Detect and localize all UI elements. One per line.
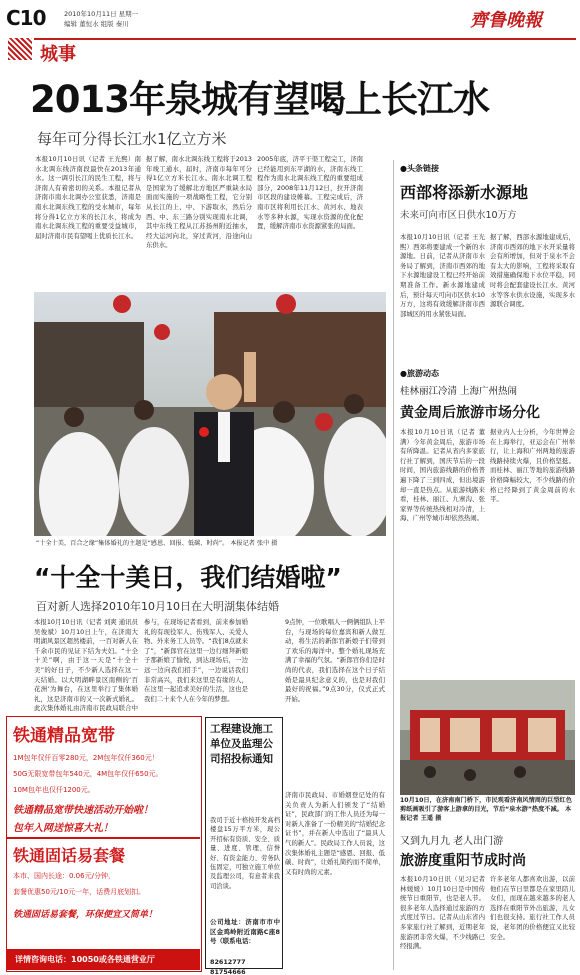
ad1-title2: 铁通固话易套餐 — [13, 846, 126, 865]
lead-subhead: 每年可分得长江水1亿立方米 — [37, 130, 227, 148]
lead-col-2: 据了解，南水北调东线工程将于2013年竣工通水，届时，济南市每年可分得1亿立方米长江水。南水北调工程是国家为了缓解北方地区严重缺水局面而实施的一项战略性工程，它分别从长江的上、中、下游取水，然后分西、中、东三路分别实现南水北调，其中东线工程从江苏扬州附近抽水，经大运河向北，穿过黄河，沿途向山东供水。 — [146, 155, 252, 250]
column-rule — [393, 160, 394, 970]
story2-subhead: 百对新人选择2010年10月10日在大明湖集体结婚 — [36, 600, 279, 613]
right2-headline: 黄金周后旅游市场分化 — [400, 405, 540, 421]
right2-col-2: 据业内人士分析，今年世博会在上海举行，亚运会在广州举行，让上海和广州两地的旅游线路持续火爆，且价格坚挺。而桂林、丽江等地的旅游线路价格降幅较大，不少线路的价格已经降到了黄金周前的水平。 — [490, 428, 575, 504]
lead-col-1: 本报10月10日讯（记者 王光熙）南水北调东线济南段最快在2013年通水。这一调引长江的民生工程，将与济南人有着密切的关系。本报记者从济南市南水北调办公室获悉，济南是南水北调东线工程的受水城市，每年将分得1亿立方米的长江水，将成为南水北调东线工程的重要受益城市，届时济南市民有望喝上优质长江水。 — [35, 155, 141, 240]
issue-date: 2010年10月11日 星期一 — [64, 10, 139, 18]
broadband-ad — [6, 716, 202, 972]
ad1-title: 铁通精品宽带 — [13, 726, 115, 746]
wedding-photo-caption: “十全十美，百合之缘”集体婚礼的主题是“感恩、回报、低碳、时尚”。 本报记者 张中 摄 — [36, 540, 278, 547]
right1-kicker: ●头条链接 — [400, 164, 439, 173]
right3-col-1: 本报10月10日讯（见习记者 林媛媛）10月10日是中国传统节日重阳节，也是老人节。很多老年人选择通过旅游的方式度过节日。记者从山东省内多家旅行社了解到，近期老年旅游团非常火爆，不少线路已经报满。 — [400, 875, 485, 951]
section-bar — [34, 38, 576, 40]
story2-col-4: 济南市民政局、市婚姻登记处的有关负责人为新人们颁发了“结婚证”，民政部门的工作人员还为每一对新人准备了一份精美的“结婚纪念证书”，并在新人中选出了“最具人气的新人”。民政局工作人员说，这次集体婚礼主题是“感恩、回报、低碳、时尚”，让婚礼简约而不简单，又有时尚的元素。 — [285, 791, 385, 876]
lead-headline: 2013年泉城有望喝上长江水 — [30, 78, 489, 121]
right1-headline: 西部将添新水源地 — [400, 183, 529, 202]
ad1-line5: 包年入网送惊喜大礼！ — [13, 823, 113, 834]
ad1-line6: 本市、国内长途：0.06元/分钟， — [13, 872, 115, 880]
right3-col-2: 许多老年人都喜欢出游，以前他们在节日里都是在家里陪儿女们，而现在越来越多的老人选择在重阳节外出旅游，儿女们也很支持。旅行社工作人员说，老年团的价格便宜又比较安全。 — [490, 875, 575, 941]
paper-cut-photo — [400, 680, 575, 795]
right1-col-1: 本报10月10日讯（记者 王光熙）西郊将要建成一个新的水源地。日前，记者从济南市水务局了解到，济南市西郊的地下水源地建设工程已经开始前期准备工作。新水源地建成后，预计每天可向市区供水10万方，这将有效缓解济南市西部城区的用水紧张局面。 — [400, 233, 485, 318]
ad1-line2: 50G无限宽带包年540元，4M包年仅仟650元。 — [13, 770, 163, 778]
right3-headline: 旅游度重阳节成时尚 — [400, 853, 526, 869]
ad1-line7: 套餐优惠50元/10元一年，话费月底划扣。 — [13, 888, 146, 896]
wedding-photo — [34, 292, 386, 536]
ad1-line4: 铁通精品宽带快速活动开始啦！ — [13, 805, 153, 816]
ad2-title: 工程建设施工单位及监理公司招投标通知 — [210, 723, 273, 765]
ad2-address: 公司地址：济南市市中区金鸡岭附近南路C座8号（联系电话： — [210, 918, 280, 946]
ad1-footer-bar — [7, 949, 200, 970]
right1-col-2: 据了解，西部水源地建成后，济南市西郊的地下水开采量将会有所增加，但对于泉水不会有太大的影响，工程将采取有效措施确保地下水位平稳，同时将会配套建设长江水、黄河水等客水供水设施，实现多水源联合调度。 — [490, 233, 575, 309]
editor-line: 编辑 董恒水 组版 秦川 — [64, 20, 129, 28]
ad2-phone: 82612777 81754666 — [210, 958, 246, 975]
right1-subhead: 未来可向市区日供水10万方 — [400, 210, 517, 221]
ad1-title-area — [7, 717, 200, 745]
ad1-footer: 详情咨询电话：10050或各铁通营业厅 — [15, 955, 155, 964]
ad1-line3: 10M包年也仅仟1200元。 — [13, 786, 95, 794]
right2-col-1: 本报10月10日讯（记者 董满）今年黄金周后，旅游市场有所降温。记者从省内多家旅行社了解到，国庆节后的一段时间，国内旅游线路的价格普遍下降了三到四成，但出境游却一直是热点。从旅游线路来看，桂林、丽江、九寨沟、张家界等传统热线相对冷清，上海、广州等城市却依然热闹。 — [400, 428, 485, 523]
paper-logo: 齊鲁晚報 — [470, 10, 542, 31]
story2-col-1: 本报10月10日讯（记者 刘爽 通讯员 吴俊斌）10月10日上午，在济南大明湖风景区超然楼前，一百对新人在千余市民的见证下结为夫妇。“十全十美”啊，由于这一天是“十全十美”的好日子，不少新人选择在这一天结婚。以大明湖畔景区南侧的‘百花洲’为舞台，在这里举行了集体婚礼，这是济南市的又一次新式婚礼。此次集体婚礼由济南市民政局联合中 — [34, 618, 138, 713]
section-ornament — [8, 38, 32, 60]
lead-col-3: 2005年底，济平干渠工程完工，济南已经能用到东平湖的水，济南东线工程作为南水北调东线工程的重要组成部分，2008年11月12日，拉开济南市区段的建设帷幕。工程完成后，济南市区将利用长江水、黄河水、地表水等多种水源，实现水资源的优化配置，缓解济南市水资源紧张的局面。 — [257, 155, 363, 231]
right3-pre: 又到九月九 老人出门游 — [400, 836, 504, 847]
right2-kicker: ●旅游动态 — [400, 369, 439, 378]
story2-col-2: 参与，在现场记者看到，前来参加婚礼的有现役军人、伤残军人、关爱人物、外来务工人员等。“我们8点就来了”，“新郎官在这里一边行细拜新娘子那新娘了愉悦，到达现场后，一边远一边向我们招手”，一边说话我们非常高兴，我们来这里是有缘的人，在这里一起追求美好的生活，这也是我们二十来个人在今年的梦想。 — [144, 618, 248, 703]
ad1-line8: 铁通固话易套餐，环保便宜又简单！ — [13, 910, 158, 920]
ad2-body: 我司于近十格按开发高档楼盘15万平方米，现公开招标有资质、安全、质量、进度、管理、信誉好、有资金能力、劳务队伍固定，可独立施工单位及监理公司，有意者来我司洽谈。 — [210, 817, 280, 890]
paper-cut-caption: 10月10日，在济南南门桥下，市民观看济南风情周的巨型红色剪纸画吸引了游客上游拿的目光，节后“泉水游”热度不减。 本报记者 王遥 摄 — [400, 797, 572, 822]
right2-pre: 桂林丽江冷清 上海广州热闹 — [400, 386, 518, 397]
ad1-line1: 1M包年仅仟百零280元，2M包年仅仟360元！ — [13, 754, 159, 762]
section-title: 城事 — [40, 44, 76, 65]
page-number: C10 — [6, 6, 46, 30]
story2-col-3: 9点钟，一位歌唱人一俩俩组队上平台，与现场的每位嘉宾和新人做互动，将生活的新郎官新娘子们带到了欢乐的海洋中。整个婚礼现场充满了幸福的气氛。“新郎官你们是时尚的代表，我们选择在这个日子结婚是最具纪念意义的，也是对我们最好的祝福。”9点30分，仪式正式开始。 — [285, 618, 385, 703]
tender-ad — [205, 717, 283, 975]
story2-headline: “十全十美日，我们结婚啦” — [34, 563, 342, 592]
